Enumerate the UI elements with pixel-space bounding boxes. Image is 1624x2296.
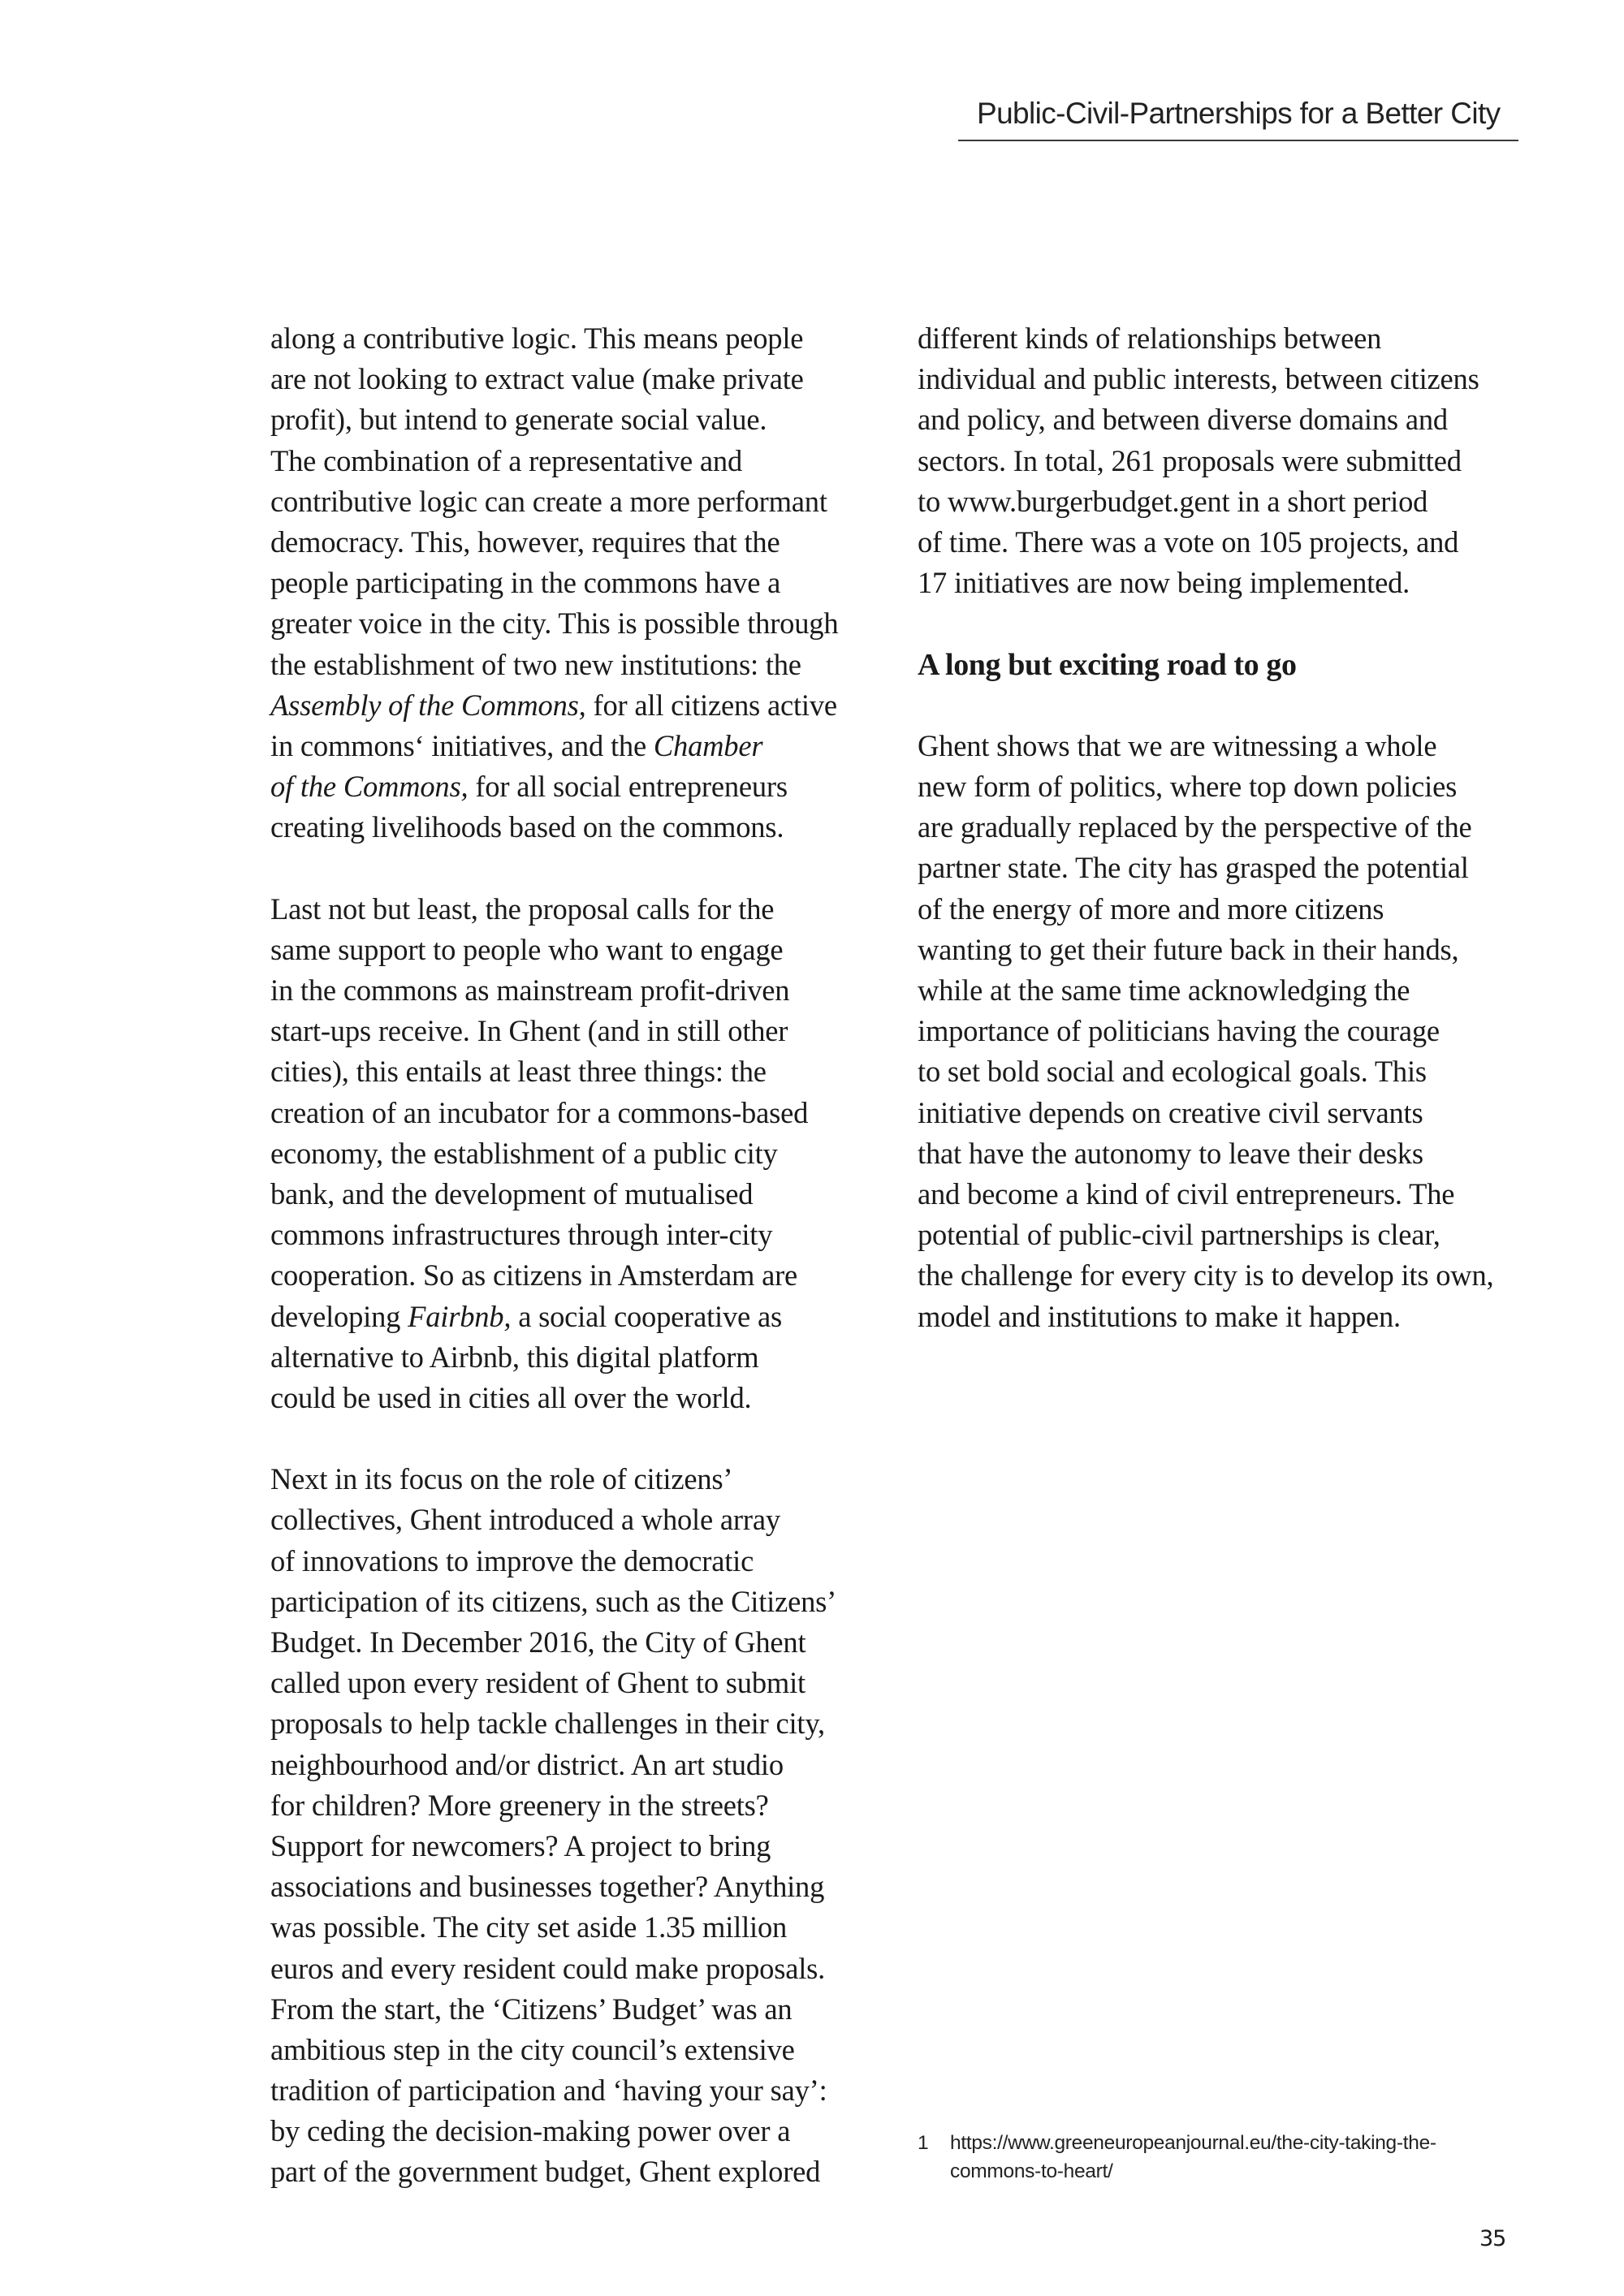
text-line: The combination of a representative and — [270, 443, 743, 477]
text-line: and become a kind of civil entrepreneurs. The — [918, 1176, 1455, 1211]
text-line: that have the autonomy to leave their desks — [918, 1136, 1423, 1170]
text-line: of time. There was a vote on 105 projects, and — [918, 524, 1459, 559]
text-line: participation of its citizens, such as the Citizens’ — [270, 1584, 837, 1618]
text-line: of innovations to improve the democratic — [270, 1543, 754, 1577]
text-line: creation of an incubator for a commons-based — [270, 1095, 809, 1129]
text-line: bank, and the development of mutualised — [270, 1176, 754, 1211]
text-line — [270, 726, 888, 766]
text-line: to www.burgerbudget.gent in a short period — [918, 484, 1428, 518]
text-fragment: in commons‘ initiatives, and the — [270, 728, 654, 762]
text-line: individual and public interests, between citizens — [918, 362, 1479, 396]
text-line: collectives, Ghent introduced a whole array — [270, 1503, 780, 1537]
text-line: initiative depends on creative civil servants — [918, 1095, 1423, 1129]
text-line: called upon every resident of Ghent to submit — [270, 1666, 806, 1700]
paragraph-contributive-logic — [270, 318, 888, 848]
text-line: same support to people who want to engage — [270, 932, 784, 966]
text-line: 17 initiatives are now being implemented. — [918, 566, 1410, 600]
section-heading: A long but exciting road to go — [918, 647, 1297, 682]
text-line: cities), this entails at least three things: the — [270, 1055, 767, 1089]
text-line: alternative to Airbnb, this digital platform — [270, 1340, 759, 1374]
text-line: for children? More greenery in the streets? — [270, 1788, 769, 1822]
italic-term-of-the-commons: of the Commons, — [270, 770, 469, 804]
italic-term-fairbnb: Fairbnb, — [408, 1299, 512, 1333]
running-header-title: Public-Civil-Partnerships for a Better City — [977, 97, 1501, 130]
text-line: ambitious step in the city council’s extensive — [270, 2032, 795, 2066]
text-fragment: a social cooperative as — [511, 1299, 782, 1333]
text-line: the challenge for every city is to develop its own, — [918, 1258, 1494, 1293]
text-line: model and institutions to make it happen. — [918, 1299, 1401, 1333]
text-line: proposals to help tackle challenges in their city, — [270, 1707, 825, 1741]
paragraph-citizens-budget — [270, 1459, 888, 2192]
text-line: was possible. The city set aside 1.35 million — [270, 1910, 788, 1944]
text-line: in the commons as mainstream profit-driven — [270, 973, 790, 1007]
page-number: 35 — [1479, 2226, 1506, 2251]
text-line: wanting to get their future back in their hands, — [918, 932, 1459, 966]
text-line — [270, 766, 888, 807]
text-line: tradition of participation and ‘having your say’: — [270, 2074, 827, 2108]
text-line: creating livelihoods based on the commons. — [270, 810, 784, 844]
text-fragment: for all social entrepreneurs — [468, 770, 788, 804]
right-column — [918, 318, 1535, 1337]
text-line: and policy, and between diverse domains and — [918, 403, 1448, 437]
text-line: could be used in cities all over the world. — [270, 1380, 752, 1414]
text-line: Budget. In December 2016, the City of Ghent — [270, 1625, 806, 1659]
italic-term-chamber: Chamber — [653, 728, 763, 762]
header-rule-divider — [958, 140, 1518, 141]
text-line: the establishment of two new institutions: the — [270, 647, 801, 681]
text-fragment: for all citizens active — [585, 688, 837, 722]
text-line: different kinds of relationships between — [918, 322, 1382, 355]
text-line: of the energy of more and more citizens — [918, 891, 1384, 926]
text-line: profit), but intend to generate social value. — [270, 403, 767, 437]
text-line: are gradually replaced by the perspective of the — [918, 810, 1472, 844]
footnote-url-line[interactable]: commons-to-heart/ — [950, 2160, 1113, 2182]
italic-term-assembly: Assembly of the Commons, — [270, 688, 586, 722]
footnote-link[interactable] — [950, 2129, 1535, 2186]
text-line: people participating in the commons have a — [270, 566, 781, 600]
text-line: while at the same time acknowledging the — [918, 973, 1410, 1007]
paragraph-ghent-shows — [918, 726, 1535, 1337]
text-line: greater voice in the city. This is possible through — [270, 606, 839, 641]
text-line: contributive logic can create a more performant — [270, 484, 827, 518]
text-line: euros and every resident could make proposals. — [270, 1951, 826, 1985]
text-fragment: developing — [270, 1299, 408, 1333]
text-line: Support for newcomers? A project to bring — [270, 1828, 771, 1862]
text-line: neighbourhood and/or district. An art studio — [270, 1747, 784, 1781]
text-line: commons infrastructures through inter-city — [270, 1218, 773, 1252]
text-line: Next in its focus on the role of citizens’ — [270, 1462, 733, 1496]
text-line — [270, 685, 888, 726]
text-line — [270, 1297, 888, 1337]
text-line: are not looking to extract value (make private — [270, 362, 804, 396]
text-line: democracy. This, however, requires that the — [270, 524, 780, 559]
text-line: Ghent shows that we are witnessing a whole — [918, 728, 1437, 762]
text-line: associations and businesses together? Anything — [270, 1870, 825, 1904]
paragraph-spacer — [918, 603, 1535, 644]
left-column — [270, 318, 888, 2193]
text-line: potential of public-civil partnerships is clear, — [918, 1218, 1440, 1252]
text-line: part of the government budget, Ghent explored — [270, 2155, 821, 2189]
text-line: Last not but least, the proposal calls for the — [270, 891, 775, 926]
text-line: importance of politicians having the courage — [918, 1014, 1440, 1048]
footnote-number: 1 — [918, 2132, 929, 2154]
text-line: economy, the establishment of a public city — [270, 1136, 778, 1170]
text-line: to set bold social and ecological goals. This — [918, 1055, 1427, 1089]
text-line: start-ups receive. In Ghent (and in still other — [270, 1014, 788, 1048]
paragraph-spacer — [918, 685, 1535, 726]
text-line: by ceding the decision-making power over a — [270, 2114, 791, 2148]
footnote-url-line[interactable]: https://www.greeneuropeanjournal.eu/the-city-taking-the- — [950, 2132, 1436, 2154]
text-line: sectors. In total, 261 proposals were submitted — [918, 443, 1462, 477]
paragraph-spacer — [270, 848, 888, 888]
paragraph-relationships — [918, 318, 1535, 603]
text-line: along a contributive logic. This means people — [270, 322, 804, 355]
text-line: partner state. The city has grasped the potential — [918, 851, 1469, 885]
paragraph-last-not-least — [270, 889, 888, 1418]
paragraph-spacer — [270, 1418, 888, 1459]
text-line: From the start, the ‘Citizens’ Budget’ was an — [270, 1992, 793, 2026]
text-line: cooperation. So as citizens in Amsterdam are — [270, 1258, 798, 1293]
text-line: new form of politics, where top down policies — [918, 770, 1458, 804]
